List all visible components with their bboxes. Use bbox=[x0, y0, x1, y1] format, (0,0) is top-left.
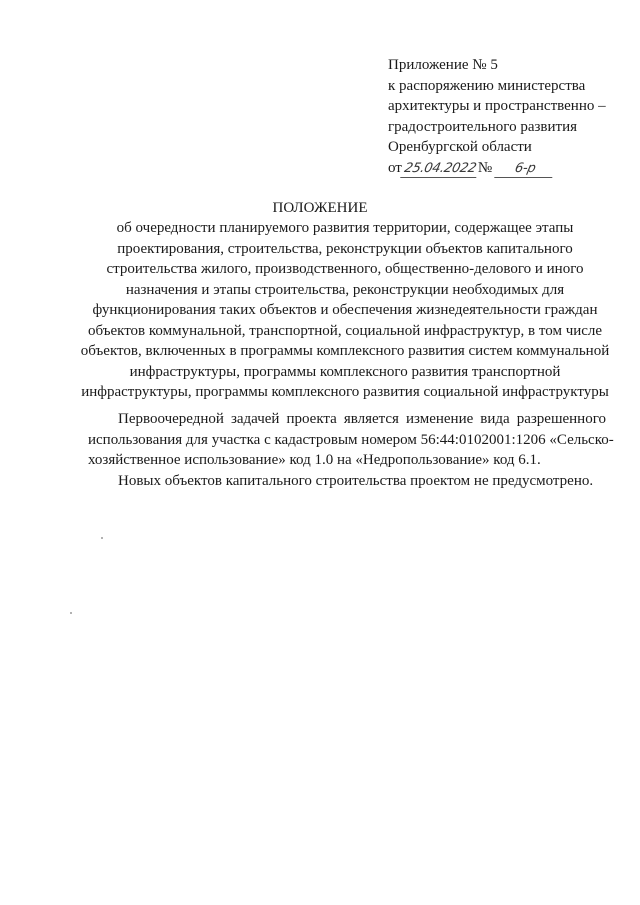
document-body bbox=[88, 409, 614, 491]
subtitle-line: функционирования таких объектов и обеспечения жизнедеятельности граждан bbox=[92, 302, 598, 318]
subtitle-line: инфраструктуры, программы комплексного развития социальной инфраструктуры bbox=[81, 384, 609, 400]
appendix-order-line: к распоряжению министерства bbox=[388, 77, 586, 94]
subtitle-line: проектирования, строительства, реконструкции объектов капитального bbox=[117, 240, 573, 257]
scan-speck bbox=[101, 537, 103, 539]
number-sign: № bbox=[477, 159, 493, 176]
appendix-header bbox=[388, 55, 628, 178]
paragraph-priority-task bbox=[88, 409, 614, 471]
subtitle-line: инфраструктуры, программы комплексного развития транспортной bbox=[129, 363, 561, 380]
paragraph-line: Первоочередной задачей проекта является изменение вида разрешенного bbox=[118, 411, 606, 427]
handwritten-order-number: 6-р bbox=[494, 161, 556, 178]
subtitle-line: объектов коммунальной, транспортной, социальной инфраструктур, в том числе bbox=[87, 322, 603, 339]
subtitle-line: назначения и этапы строительства, реконструкции необходимых для bbox=[125, 281, 565, 298]
appendix-region: Оренбургской области bbox=[388, 139, 532, 155]
paragraph-no-new-objects: Новых объектов капитального строительства проектом не предусмотрено. bbox=[118, 472, 594, 489]
subtitle-line: об очередности планируемого развития территории, содержащее этапы bbox=[116, 220, 574, 236]
paragraph-line: хозяйственное использование» код 1.0 на «Недропользование» код 6.1. bbox=[88, 452, 541, 468]
date-prefix: от bbox=[388, 159, 402, 176]
document-title: ПОЛОЖЕНИЕ bbox=[272, 200, 368, 216]
subtitle-line: объектов, включенных в программы комплексного развития систем коммунальной bbox=[80, 343, 610, 359]
appendix-ministry-line1: архитектуры и пространственно – bbox=[388, 98, 606, 114]
document-subtitle bbox=[60, 218, 630, 403]
order-date-number-line bbox=[388, 158, 628, 179]
appendix-ministry-line2: градостроительного развития bbox=[388, 118, 578, 135]
subtitle-line: строительства жилого, производственного, общественно-делового и иного bbox=[106, 261, 584, 277]
scan-speck bbox=[70, 612, 72, 614]
handwritten-date: 25.04.2022 bbox=[400, 161, 480, 178]
paragraph-line: использования для участка с кадастровым номером 56:44:0102001:1206 «Сельско- bbox=[88, 431, 614, 448]
appendix-number: Приложение № 5 bbox=[388, 57, 498, 73]
